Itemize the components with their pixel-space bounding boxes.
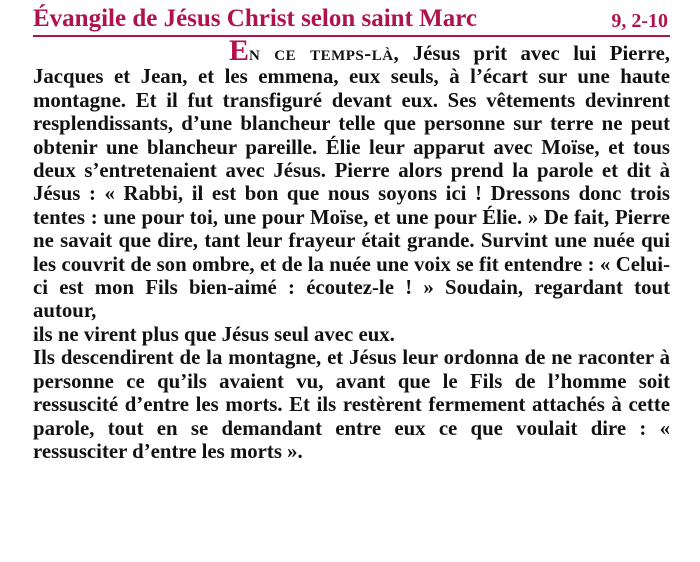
gospel-text xyxy=(33,34,670,463)
paragraph-1-text: Jésus prit avec lui Pierre, Jacques et Jean, et les emmena, eux seuls, à l’écart sur une haute montagne. Et il fut transfiguré devant eux. Ses vêtements devinrent resplendissants, d’une blancheur telle que personne sur terre ne peut obtenir une blancheur pareille. Élie leur apparut avec Moïse, et tous deux s’entretenaient avec Jésus. Pierre alors prend la parole et dit à Jésus : « Rabbi, il est bon que nous soyons ici ! Dressons donc trois tentes : une pour toi, une pour Moïse, et une pour Élie. » De fait, Pierre ne savait que dire, tant leur frayeur était grande. Survint une nuée qui les couvrit de son ombre, et de la nuée une voix se fit entendre : « Celui-ci est mon Fils bien-aimé : écoutez-le ! » Soudain, regardant tout autour, xyxy=(33,42,670,323)
opening-smallcaps: n ce temps-là, xyxy=(249,42,400,65)
paragraph-2: Ils descendirent de la montagne, et Jésus leur ordonna de ne raconter à personne ce qu’ils avaient vu, avant que le Fils de l’homme soit ressuscité d’entre les morts. Et ils restèrent fermement attachés à cette parole, tout en se demandant entre eux ce que voulait dire : « ressusciter d’entre les morts ». xyxy=(33,346,670,463)
paragraph-1 xyxy=(33,34,670,323)
gospel-title: Évangile de Jésus Christ selon saint Marc xyxy=(33,5,477,32)
paragraph-1-continuation: ils ne virent plus que Jésus seul avec eux. xyxy=(33,322,395,346)
scripture-reference: 9, 2-10 xyxy=(611,10,668,32)
header xyxy=(33,4,670,37)
initial-letter: E xyxy=(229,34,250,67)
